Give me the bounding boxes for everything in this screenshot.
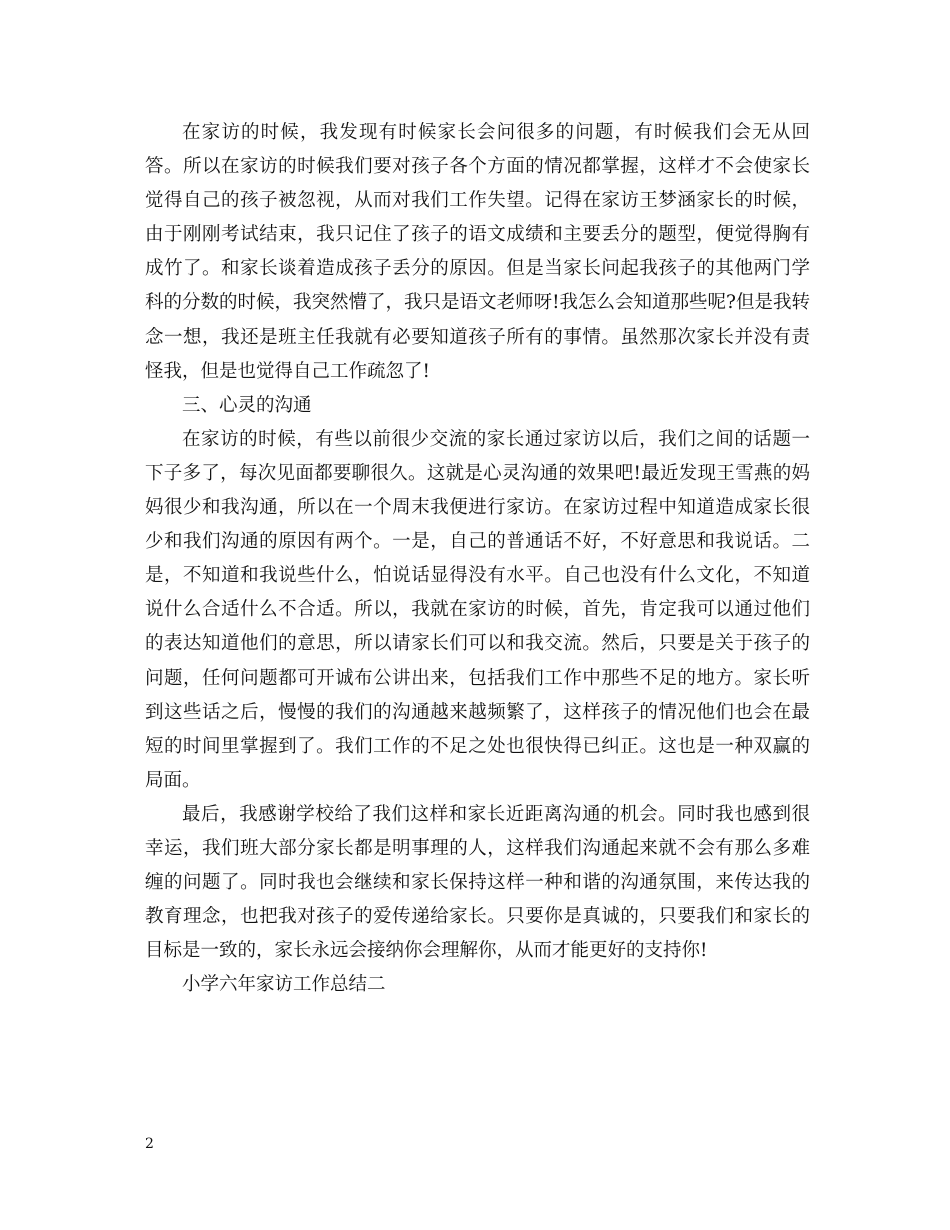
paragraph-conclusion: 最后，我感谢学校给了我们这样和家长近距离沟通的机会。同时我也感到很幸运，我们班大部分家长都是明事理的人，这样我们沟通起来就不会有那么多难缠的问题了。同时我也会继续和家长保持这样一种和谐的沟通氛围，来传达我的教育理念，也把我对孩子的爱传递给家长。只要你是真诚的，只要我们和家长的目标是一致的，家长永远会接纳你会理解你，从而才能更好的支持你!: [145, 803, 810, 962]
section-heading-summary-two: 小学六年家访工作总结二: [182, 974, 386, 996]
paragraph-home-visit-questions: 在家访的时候，我发现有时候家长会问很多的问题，有时候我们会无从回答。所以在家访的时候我们要对孩子各个方面的情况都掌握，这样才不会使家长觉得自己的孩子被忽视，从而对我们工作失望。记得在家访王梦涵家长的时候，由于刚刚考试结束，我只记住了孩子的语文成绩和主要丢分的题型，便觉得胸有成竹了。和家长谈着造成孩子丢分的原因。但是当家长问起我孩子的其他两门学科的分数的时候，我突然懵了，我只是语文老师呀!我怎么会知道那些呢?但是我转念一想，我还是班主任我就有必要知道孩子所有的事情。虽然那次家长并没有责怪我，但是也觉得自己工作疏忽了!: [145, 122, 810, 382]
document-body: [145, 116, 810, 1002]
section-heading-heart-communication: 三、心灵的沟通: [182, 394, 312, 416]
paragraph-heart-communication: 在家访的时候，有些以前很少交流的家长通过家访以后，我们之间的话题一下子多了，每次见面都要聊很久。这就是心灵沟通的效果吧!最近发现王雪燕的妈妈很少和我沟通，所以在一个周末我便进行家访。在家访过程中知道造成家长很少和我们沟通的原因有两个。一是，自己的普通话不好，不好意思和我说话。二是，不知道和我说些什么，怕说话显得没有水平。自己也没有什么文化，不知道说什么合适什么不合适。所以，我就在家访的时候，首先，肯定我可以通过他们的表达知道他们的意思，所以请家长们可以和我交流。然后，只要是关于孩子的问题，任何问题都可开诚布公讲出来，包括我们工作中那些不足的地方。家长听到这些话之后，慢慢的我们的沟通越来越频繁了，这样孩子的情况他们也会在最短的时间里掌握到了。我们工作的不足之处也很快得已纠正。这也是一种双赢的局面。: [145, 428, 810, 791]
page-number: 2: [145, 1136, 154, 1152]
